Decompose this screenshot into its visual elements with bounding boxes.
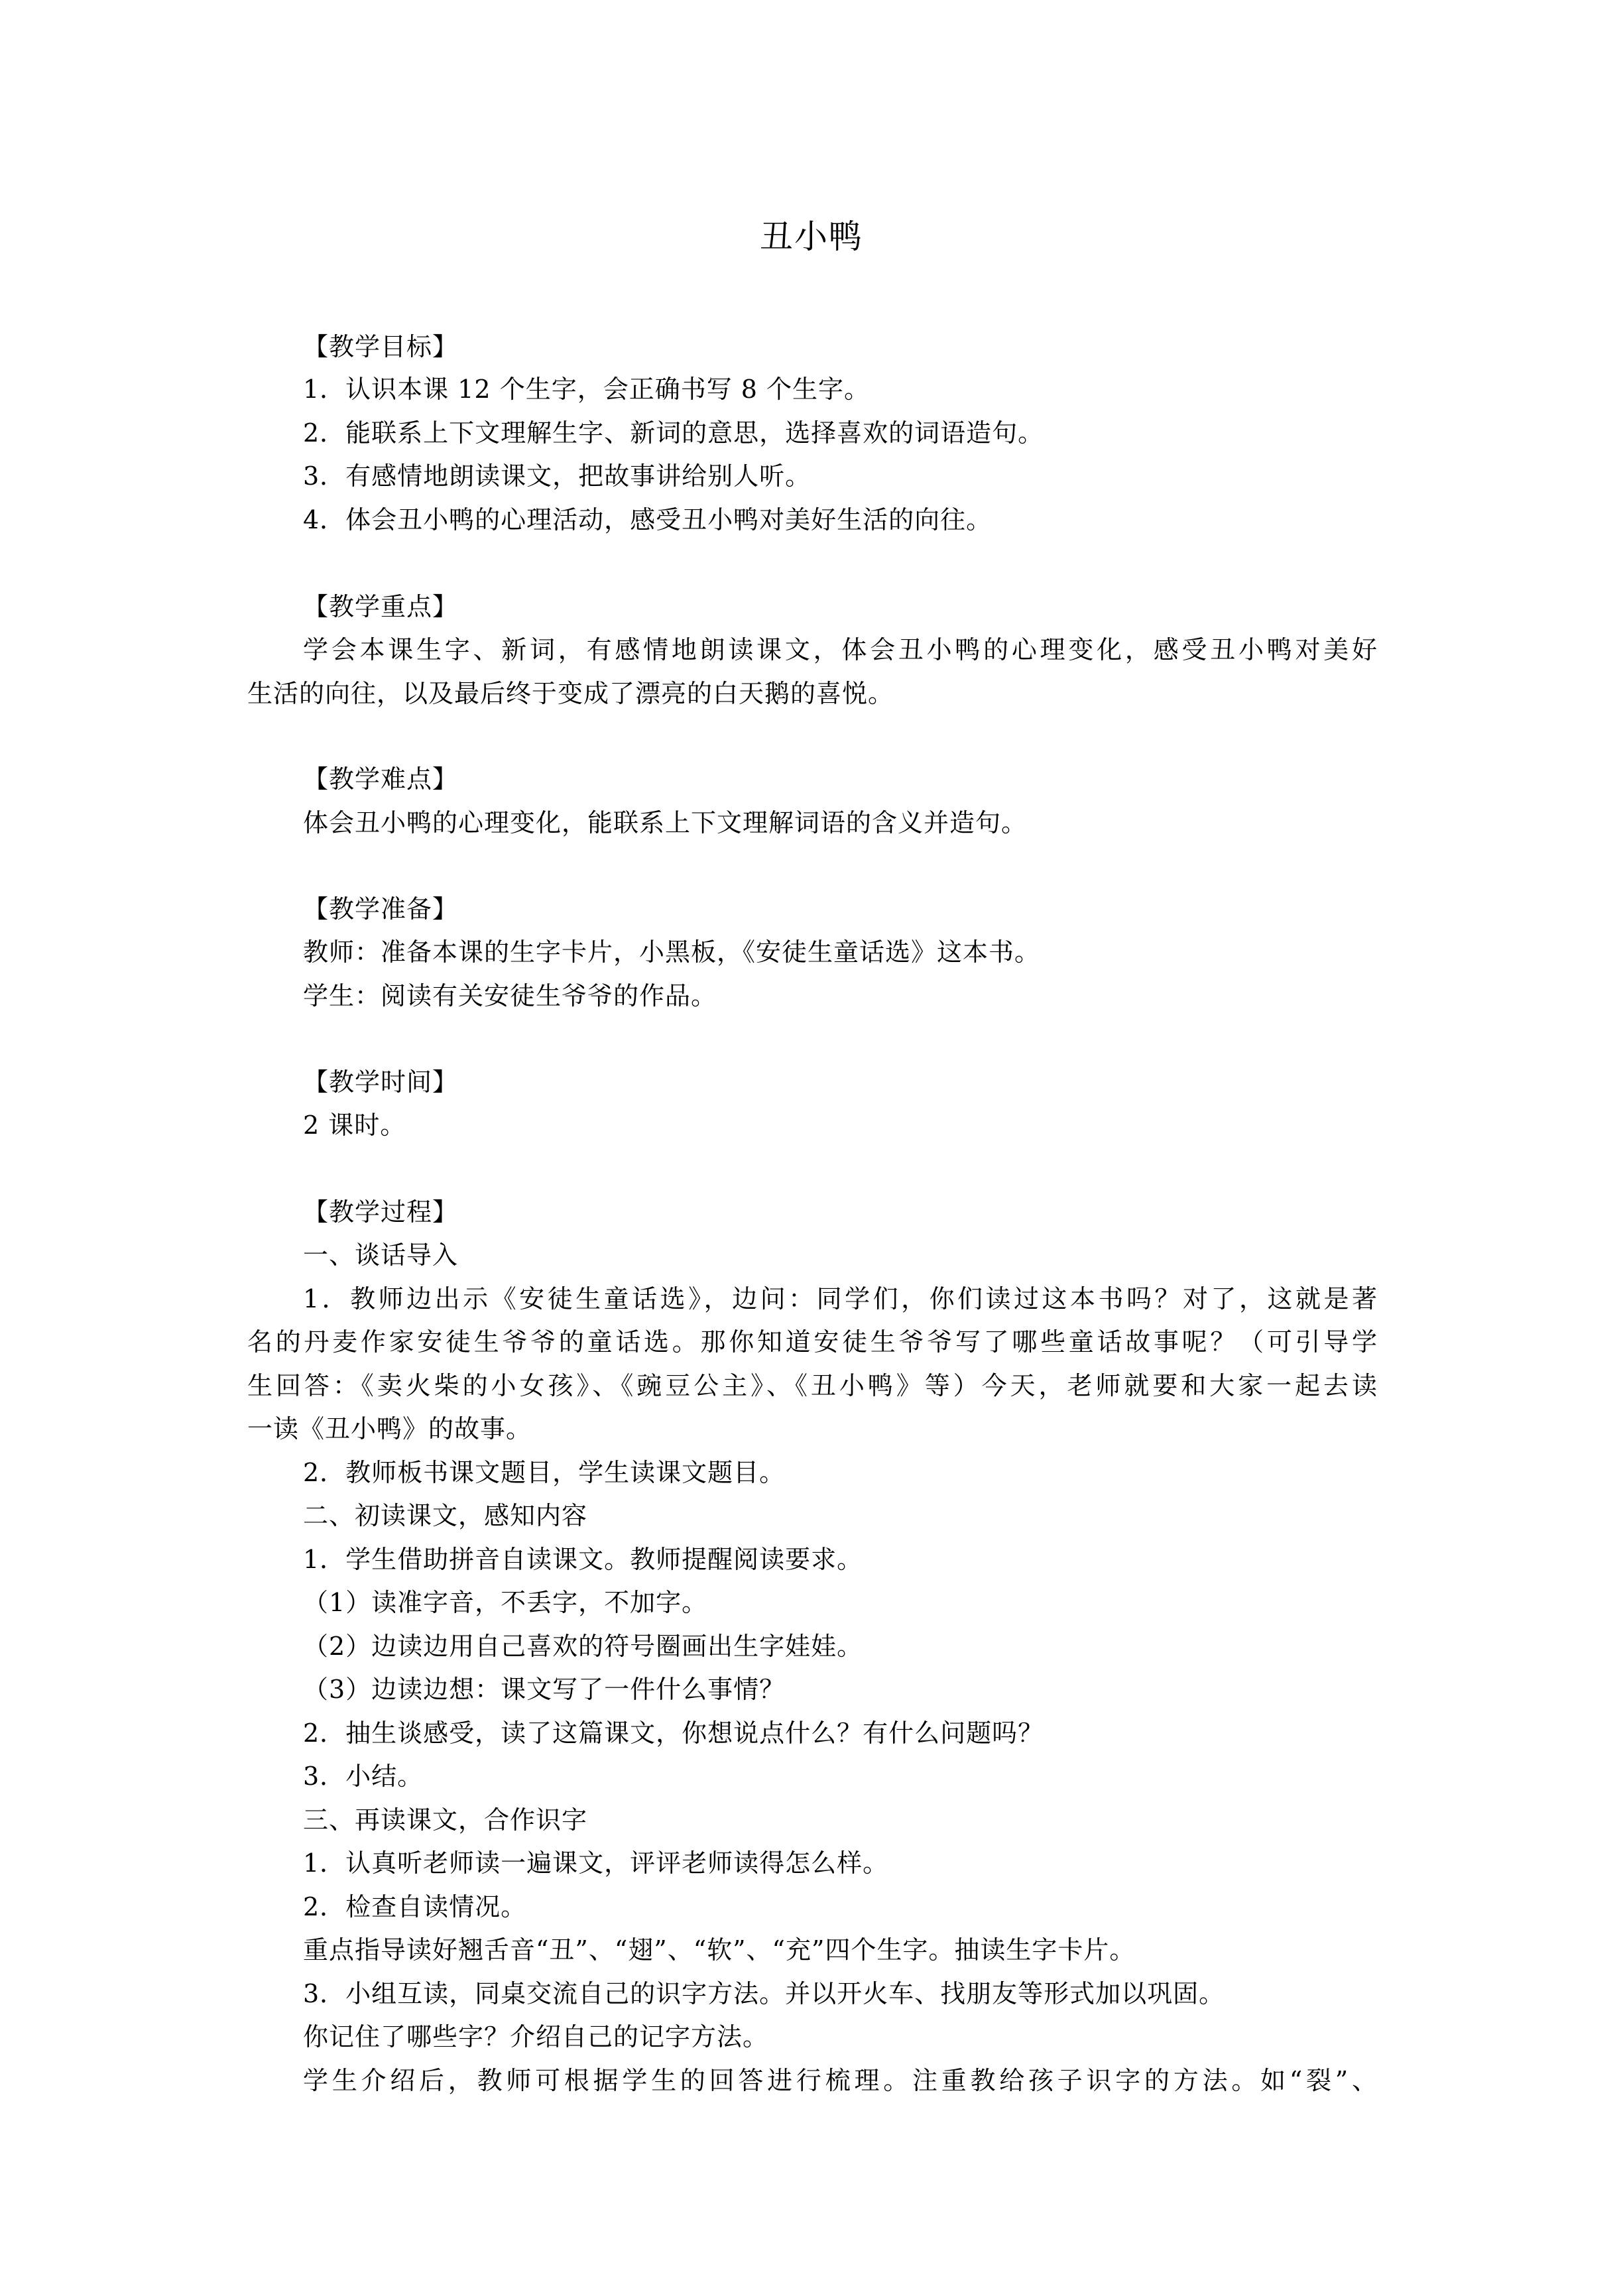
paragraph-line: 2 课时。: [303, 1111, 406, 1140]
paragraph-line: 学会本课生字、新词，有感情地朗读课文，体会丑小鸭的心理变化，感受丑小鸭对美好: [303, 635, 1378, 664]
section-heading-process: 【教学过程】: [303, 1197, 459, 1227]
list-item: （2）边读边用自己喜欢的符号圈画出生字娃娃。: [303, 1632, 863, 1661]
subsection-heading: 三、再读课文，合作识字: [303, 1805, 588, 1835]
section-heading-key-points: 【教学重点】: [303, 592, 459, 621]
objective-item: 3．有感情地朗读课文，把故事讲给别人听。: [303, 461, 812, 491]
paragraph-line: 一读《丑小鸭》的故事。: [247, 1414, 532, 1443]
list-item: （1）读准字音，不丢字，不加字。: [303, 1588, 708, 1617]
objective-item: 2．能联系上下文理解生字、新词的意思，选择喜欢的词语造句。: [303, 418, 1044, 448]
paragraph-line: 学生介绍后，教师可根据学生的回答进行梳理。注重教给孩子识字的方法。如“裂”、: [303, 2066, 1378, 2095]
paragraph-line: 2．教师板书课文题目，学生读课文题目。: [303, 1458, 786, 1487]
section-heading-objectives: 【教学目标】: [303, 332, 459, 361]
paragraph-line: 2．抽生谈感受，读了这篇课文，你想说点什么？有什么问题吗？: [303, 1719, 1044, 1748]
paragraph-line: 体会丑小鸭的心理变化，能联系上下文理解词语的含义并造句。: [303, 808, 1028, 837]
paragraph-line: 学生：阅读有关安徒生爷爷的作品。: [303, 981, 717, 1010]
paragraph-line: 名的丹麦作家安徒生爷爷的童话选。那你知道安徒生爷爷写了哪些童话故事呢？（可引导学: [247, 1327, 1378, 1357]
paragraph-line: 你记住了哪些字？介绍自己的记字方法。: [303, 2022, 769, 2051]
paragraph-line: 重点指导读好翘舌音“丑”、“翅”、“软”、“充”四个生字。抽读生字卡片。: [303, 1935, 1136, 1964]
paragraph-line: 2．检查自读情况。: [303, 1892, 527, 1921]
objective-item: 4．体会丑小鸭的心理活动，感受丑小鸭对美好生活的向往。: [303, 505, 992, 534]
paragraph-line: 1．学生借助拼音自读课文。教师提醒阅读要求。: [303, 1545, 863, 1574]
paragraph-line: 教师：准备本课的生字卡片，小黑板，《安徒生童话选》这本书。: [303, 937, 1041, 967]
document-title: 丑小鸭: [760, 217, 863, 256]
subsection-heading: 一、谈话导入: [303, 1240, 459, 1270]
paragraph-line: 1．认真听老师读一遍课文，评评老师读得怎么样。: [303, 1848, 889, 1878]
paragraph-line: 生回答：《卖火柴的小女孩》、《豌豆公主》、《丑小鸭》等）今天，老师就要和大家一起去读: [247, 1371, 1378, 1400]
list-item: （3）边读边想：课文写了一件什么事情？: [303, 1675, 786, 1704]
section-heading-preparation: 【教学准备】: [303, 894, 459, 924]
paragraph-line: 3．小组互读，同桌交流自己的识字方法。并以开火车、找朋友等形式加以巩固。: [303, 1979, 1225, 2008]
objective-item: 1．认识本课 12 个生字，会正确书写 8 个生字。: [303, 375, 871, 404]
subsection-heading: 二、初读课文，感知内容: [303, 1501, 588, 1530]
paragraph-line: 1．教师边出示《安徒生童话选》，边问：同学们，你们读过这本书吗？对了，这就是著: [303, 1284, 1378, 1313]
paragraph-line: 3．小结。: [303, 1762, 424, 1791]
section-heading-time: 【教学时间】: [303, 1067, 459, 1097]
paragraph-line: 生活的向往，以及最后终于变成了漂亮的白天鹅的喜悦。: [247, 679, 894, 708]
section-heading-difficulties: 【教学难点】: [303, 764, 459, 794]
